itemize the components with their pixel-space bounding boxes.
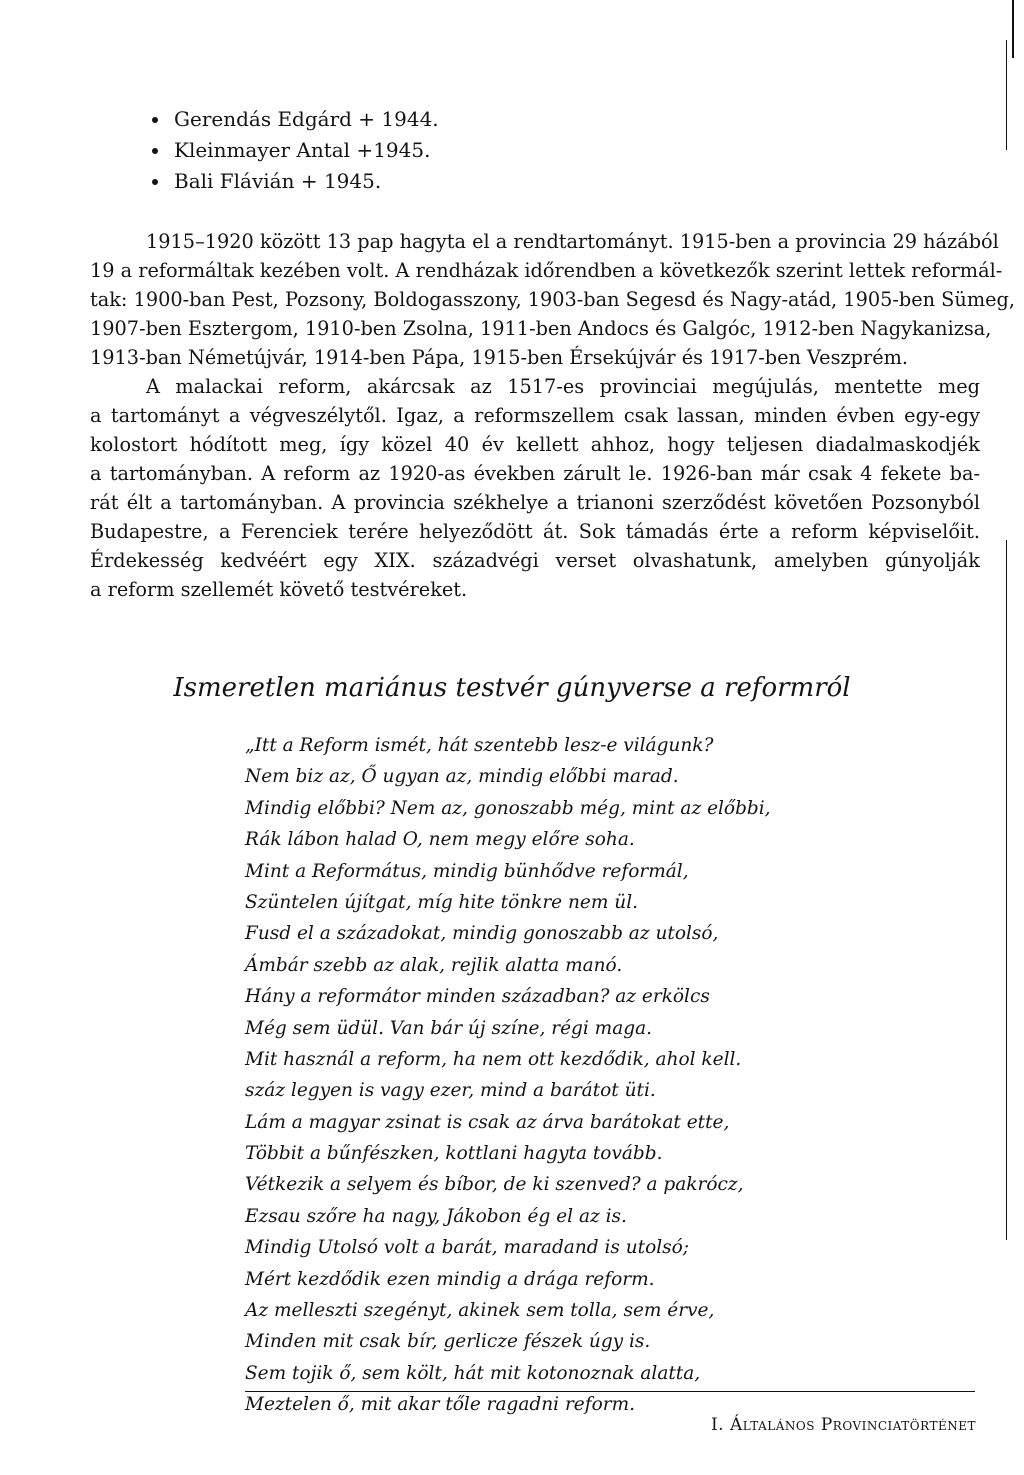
poem-line: Sem tojik ő, sem költ, hát mit kotonoznak alatta, bbox=[245, 1362, 701, 1384]
paragraph-reformed-houses bbox=[90, 227, 1015, 372]
poem bbox=[245, 730, 771, 1421]
list-item: Gerendás Edgárd + 1944. bbox=[152, 104, 439, 135]
poem-line: Az melleszti szegényt, akinek sem tolla, sem érve, bbox=[245, 1300, 715, 1322]
poem-line: Hány a reformátor minden században? az erkölcs bbox=[245, 986, 710, 1008]
text-line: rát élt a tartományban. A provincia székhelye a trianoni szerződést követően Pozsonyból bbox=[90, 491, 980, 514]
text-line: Érdekesség kedvéért egy XIX. századvégi verset olvashatunk, amelyben gúnyolják bbox=[90, 549, 980, 572]
text-line: A malackai reform, akárcsak az 1517-es provinciai megújulás, mentette meg bbox=[146, 375, 980, 398]
poem-line: Mit használ a reform, ha nem ott kezdődik, ahol kell. bbox=[245, 1048, 742, 1070]
poem-line: Ámbár szebb az alak, rejlik alatta manó. bbox=[245, 954, 623, 976]
poem-line: Rák lábon halad O, nem megy előre soha. bbox=[245, 829, 635, 851]
bullet-icon bbox=[152, 179, 158, 185]
poem-line: Nem biz az, Ő ugyan az, mindig előbbi marad. bbox=[245, 766, 679, 788]
poem-line: Ezsau szőre ha nagy, Jákobon ég el az is. bbox=[245, 1205, 627, 1227]
bullet-icon bbox=[152, 117, 158, 123]
text-line: tak: 1900-ban Pest, Pozsony, Boldogasszony, 1903-ban Segesd és Nagy-atád, 1905-ben Sümeg, bbox=[90, 288, 1015, 311]
poem-line: Még sem üdül. Van bár új színe, régi maga. bbox=[245, 1017, 652, 1039]
bullet-icon bbox=[152, 148, 158, 154]
running-footer: I. Általános Provinciatörténet bbox=[710, 1415, 976, 1435]
poem-line: Mért kezdődik ezen mindig a drága reform. bbox=[245, 1268, 655, 1290]
list-item: Bali Flávián + 1945. bbox=[152, 166, 439, 197]
text-line: a tartományt a végveszélytől. Igaz, a reformszellem csak lassan, minden évben egy-egy bbox=[90, 404, 980, 427]
poem-line: Többit a bűnfészken, kottlani hagyta tovább. bbox=[245, 1143, 663, 1165]
poem-line: Vétkezik a selyem és bíbor, de ki szenved? a pakrócz, bbox=[245, 1174, 744, 1196]
text-line: 1915–1920 között 13 pap hagyta el a rendtartományt. 1915-ben a provincia 29 házából bbox=[146, 230, 999, 253]
text-line: Budapestre, a Ferenciek terére helyeződött át. Sok támadás érte a reform képviselőit. bbox=[90, 520, 980, 543]
text-line: 19 a reformáltak kezében volt. A rendházak időrendben a következők szerint lettek reformál- bbox=[90, 259, 1003, 282]
footer-divider bbox=[245, 1391, 975, 1392]
scan-edge-line bbox=[1006, 540, 1007, 1240]
text-line: kolostort hódított meg, így közel 40 év kellett ahhoz, hogy teljesen diadalmaskodjék bbox=[90, 433, 980, 456]
poem-line: Fusd el a századokat, mindig gonoszabb az utolsó, bbox=[245, 923, 719, 945]
poem-line: Lám a magyar zsinat is csak az árva barátokat ette, bbox=[245, 1111, 730, 1133]
scan-edge-line bbox=[1006, 40, 1007, 150]
poem-line: „Itt a Reform ismét, hát szentebb lesz-e világunk? bbox=[245, 735, 714, 756]
poem-line: száz legyen is vagy ezer, mind a barátot üti. bbox=[245, 1080, 656, 1102]
text-line: 1907-ben Esztergom, 1910-ben Zsolna, 1911-ben Andocs és Galgóc, 1912-ben Nagykanizsa, bbox=[90, 317, 992, 340]
poem-line: Minden mit csak bír, gerlicze fészek úgy is. bbox=[245, 1331, 651, 1353]
poem-title: Ismeretlen mariánus testvér gúnyverse a reformról bbox=[173, 673, 851, 703]
text-line: a tartományban. A reform az 1920-as években zárult le. 1926-ban már csak 4 fekete ba- bbox=[90, 462, 980, 485]
paragraph-malacka-reform bbox=[90, 372, 980, 604]
poem-line: Mindig Utolsó volt a barát, maradand is utolsó; bbox=[245, 1237, 690, 1259]
list-item: Kleinmayer Antal +1945. bbox=[152, 135, 439, 166]
poem-line: Meztelen ő, mit akar tőle ragadni reform. bbox=[245, 1394, 636, 1416]
text-line: a reform szellemét követő testvéreket. bbox=[90, 578, 468, 601]
text-line: 1913-ban Németújvár, 1914-ben Pápa, 1915-ben Érsekújvár és 1917-ben Veszprém. bbox=[90, 346, 909, 369]
scan-edge-line bbox=[1012, 0, 1014, 58]
death-list bbox=[152, 104, 439, 197]
poem-line: Mindig előbbi? Nem az, gonoszabb még, mint az előbbi, bbox=[245, 797, 771, 819]
poem-line: Szüntelen újítgat, míg hite tönkre nem ül. bbox=[245, 891, 639, 913]
poem-line: Mint a Református, mindig bünhődve reformál, bbox=[245, 860, 689, 882]
